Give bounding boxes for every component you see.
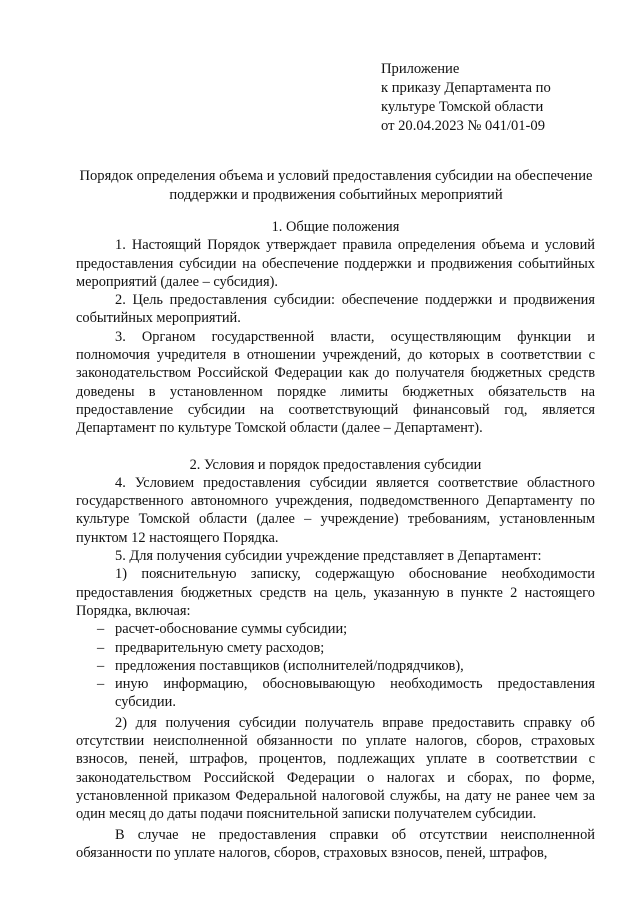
- list-item: [76, 675, 595, 712]
- section-2-heading: 2. Условия и порядок предоставления субсидии: [189, 456, 482, 473]
- list-item-text: иную информацию, обосновывающую необходимость предоставления субсидии.: [115, 676, 595, 711]
- dash-marker: –: [97, 657, 105, 674]
- paragraph-5-2: 2) для получения субсидии получатель вправе предоставить справку об отсутствии неисполненной обязанности по уплате налогов, сборов, страховых взносов, пеней, штрафов, процентов, подлежащих уплате в соответствии с законодательством Российской Федерации о налогах и сборах, по форме, установленной приказом Федеральной налоговой службы, на дату не ранее чем за один месяц до даты подачи пояснительной записки получателем субсидии.: [76, 714, 595, 823]
- paragraph-5-1: 1) пояснительную записку, содержащую обоснование необходимости предоставления бюджетных средств на цель, указанную в пункте 2 настоящего Порядка, включая:: [76, 566, 595, 619]
- required-documents-list: [76, 620, 595, 711]
- section-1-heading: 1. Общие положения: [271, 219, 400, 235]
- document-body: [76, 218, 595, 862]
- appendix-line-3: культуре Томской области: [381, 99, 544, 115]
- list-item-text: расчет-обоснование суммы субсидии;: [115, 621, 348, 638]
- dash-marker: –: [97, 676, 105, 693]
- paragraph-1: 1. Настоящий Порядок утверждает правила определения объема и условий предоставления субсидии на обеспечение поддержки и продвижения событийных мероприятий (далее – субсидия).: [76, 237, 595, 290]
- appendix-line-4: от 20.04.2023 № 041/01-09: [381, 118, 546, 134]
- list-item-text: предложения поставщиков (исполнителей/подрядчиков),: [115, 657, 464, 674]
- paragraph-5: 5. Для получения субсидии учреждение представляет в Департамент:: [115, 548, 542, 565]
- list-item: [76, 657, 595, 675]
- paragraph-4: 4. Условием предоставления субсидии является соответствие областного государственного автономного учреждения, подведомственного Департаменту по культуре Томской области (далее – учреждение) требованиям, установленным пунктом 12 настоящего Порядка.: [76, 474, 595, 546]
- dash-marker: –: [97, 621, 105, 638]
- document-title: Порядок определения объема и условий предоставления субсидии на обеспечение поддержки и продвижения событийных мероприятий: [79, 168, 593, 203]
- list-item: [76, 639, 595, 657]
- appendix-line-1: Приложение: [381, 61, 460, 77]
- paragraph-6: В случае не предоставления справки об отсутствии неисполненной обязанности по уплате налогов, сборов, страховых взносов, пеней, штрафов,: [76, 826, 595, 861]
- list-item: [76, 620, 595, 638]
- list-item-text: предварительную смету расходов;: [115, 639, 325, 656]
- appendix-block: [381, 60, 621, 136]
- section-gap: [76, 438, 595, 456]
- appendix-line-2: к приказу Департамента по: [381, 80, 551, 96]
- paragraph-2: 2. Цель предоставления субсидии: обеспечение поддержки и продвижения событийных мероприятий.: [76, 292, 595, 327]
- dash-marker: –: [97, 639, 105, 656]
- paragraph-3: 3. Органом государственной власти, осуществляющим функции и полномочия учредителя в отношении учреждений, до которых в соответствии с законодательством Российской Федерации как до получателя бюджетных средств доведены в установленном порядке лимиты бюджетных обязательств на предоставление субсидии на соответствующий финансовый год, является Департамент по культуре Томской области (далее – Департамент).: [76, 328, 595, 437]
